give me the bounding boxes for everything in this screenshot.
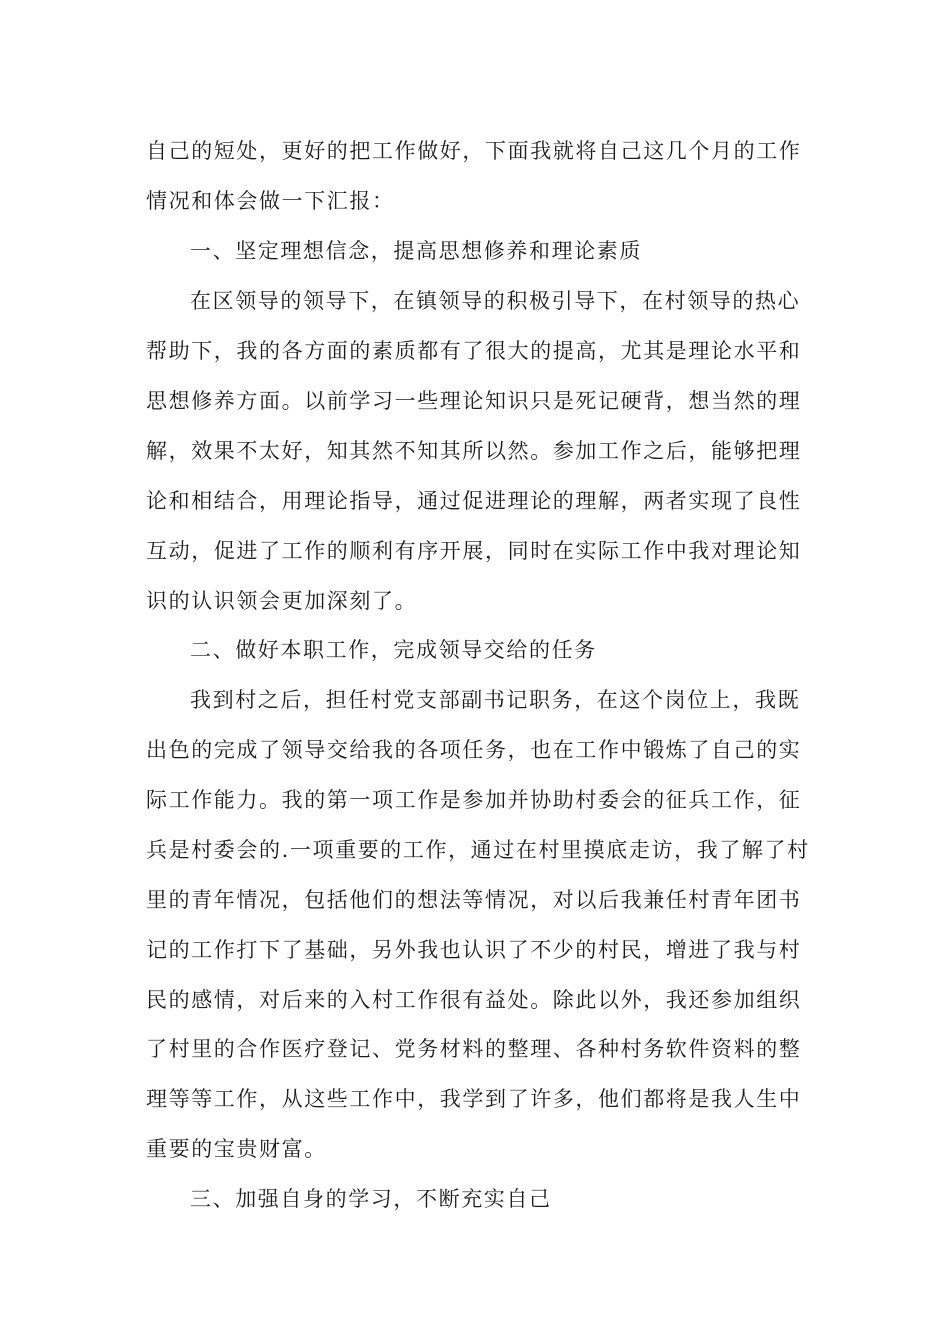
text-line: 自己的短处，更好的把工作做好，下面我就将自己这几个月的工作 <box>146 139 802 163</box>
text-line: 了村里的合作医疗登记、党务材料的整理、各种村务软件资料的整 <box>146 1037 802 1061</box>
text-line: 出色的完成了领导交给我的各项任务，也在工作中锻炼了自己的实 <box>146 738 802 762</box>
text-line: 重要的宝贵财富。 <box>146 1137 327 1161</box>
section-heading: 二、做好本职工作，完成领导交给的任务 <box>190 638 597 662</box>
text-line: 论和相结合，用理论指导，通过促进理论的理解，两者实现了良性 <box>146 489 802 513</box>
text-line: 兵是村委会的.一项重要的工作，通过在村里摸底走访，我了解了村 <box>146 838 810 862</box>
text-line: 我到村之后，担任村党支部副书记职务，在这个岗位上，我既 <box>190 688 801 712</box>
section-heading: 一、坚定理想信念，提高思想修养和理论素质 <box>190 239 642 263</box>
text-line: 里的青年情况，包括他们的想法等情况，对以后我兼任村青年团书 <box>146 888 802 912</box>
text-line: 记的工作打下了基础，另外我也认识了不少的村民，增进了我与村 <box>146 938 802 962</box>
text-line: 民的感情，对后来的入村工作很有益处。除此以外，我还参加组织 <box>146 988 802 1012</box>
text-line: 互动，促进了工作的顺利有序开展，同时在实际工作中我对理论知 <box>146 539 802 563</box>
text-line: 理等等工作，从这些工作中，我学到了许多，他们都将是我人生中 <box>146 1087 802 1111</box>
section-heading: 三、加强自身的学习，不断充实自己 <box>190 1187 552 1211</box>
text-line: 解，效果不太好，知其然不知其所以然。参加工作之后，能够把理 <box>146 439 802 463</box>
text-line: 思想修养方面。以前学习一些理论知识只是死记硬背，想当然的理 <box>146 389 802 413</box>
text-line: 情况和体会做一下汇报： <box>146 189 395 213</box>
text-line: 在区领导的领导下，在镇领导的积极引导下，在村领导的热心 <box>190 289 801 313</box>
text-line: 际工作能力。我的第一项工作是参加并协助村委会的征兵工作，征 <box>146 788 802 812</box>
text-line: 识的认识领会更加深刻了。 <box>146 589 418 613</box>
text-line: 帮助下，我的各方面的素质都有了很大的提高，尤其是理论水平和 <box>146 339 802 363</box>
